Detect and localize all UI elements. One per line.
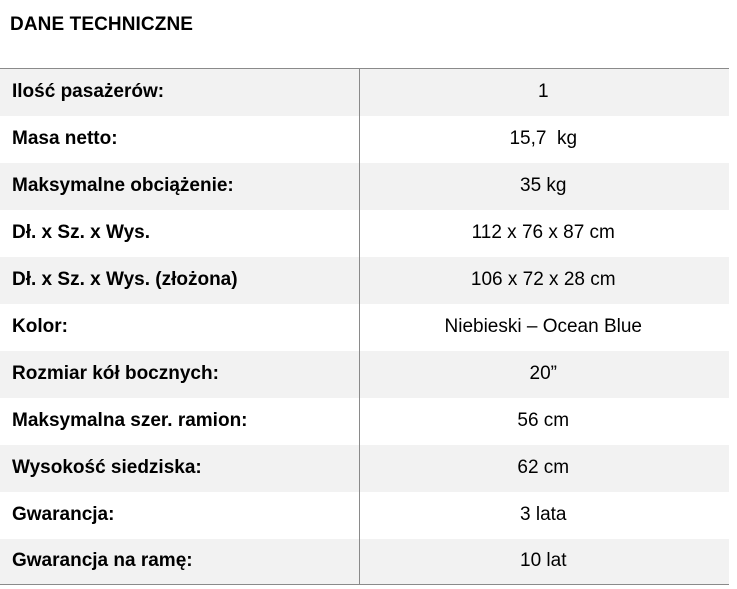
table-row [0,304,729,351]
row-label: Dł. x Sz. x Wys. (złożona) [0,257,359,304]
table-row [0,492,729,539]
row-label: Kolor: [0,304,359,351]
row-label: Wysokość siedziska: [0,445,359,492]
row-label: Rozmiar kół bocznych: [0,351,359,398]
row-value: 35 kg [520,175,567,196]
row-label: Gwarancja na ramę: [0,539,359,585]
row-value: 112 x 76 x 87 cm [471,222,615,243]
row-value: 1 [359,69,729,116]
table-row [0,116,729,163]
spec-table-body [0,69,729,585]
table-row [0,257,729,304]
row-value: 3 lata [520,504,567,525]
row-value: 62 cm [517,457,570,478]
row-value: 10 lat [359,539,729,585]
row-label: Ilość pasażerów: [0,69,359,116]
row-label: Maksymalne obciążenie: [0,163,359,210]
table-row [0,539,729,585]
row-value: 15,7 kg [509,128,578,149]
table-row [0,210,729,257]
table-row [0,351,729,398]
row-label: Gwarancja: [0,492,359,539]
page-title: DANE TECHNICZNE [10,14,194,35]
table-row [0,445,729,492]
row-label: Dł. x Sz. x Wys. [0,210,359,257]
table-row [0,69,729,116]
table-row [0,398,729,445]
row-label: Masa netto: [0,116,359,163]
row-value: 106 x 72 x 28 cm [470,269,616,290]
table-row [0,163,729,210]
row-value: 56 cm [517,410,570,431]
row-label: Maksymalna szer. ramion: [0,398,359,445]
row-value: Niebieski – Ocean Blue [444,316,642,337]
spec-table [0,68,729,585]
row-value: 20” [529,363,557,384]
